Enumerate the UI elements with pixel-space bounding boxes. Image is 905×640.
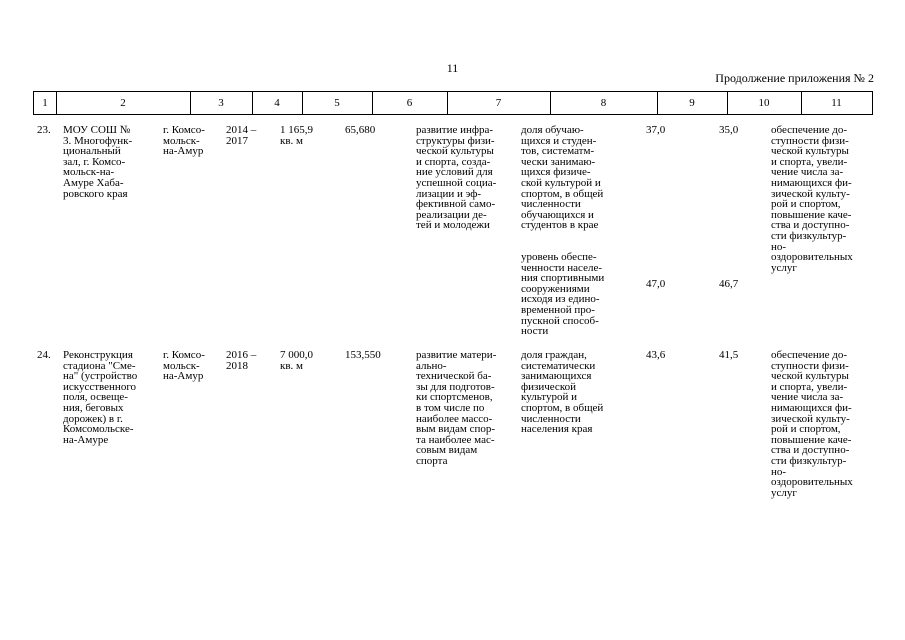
cost: 65,680 <box>345 124 376 136</box>
indicator: доля граждан, систематически занимающихся физической культурой и спортом, в общей численности населения края <box>521 349 604 436</box>
column-header-9: 9 <box>689 97 695 109</box>
indicator: уровень обеспе- ченности населе- ния спортивными сооружениями исходя из едино- временной про- пускной способ- ности <box>521 251 605 338</box>
continuation-caption: Продолжение приложения № 2 <box>715 71 874 85</box>
location: г. Комсо- мольск- на-Амур <box>163 349 205 383</box>
table-header <box>33 91 873 115</box>
indicator-value-10: 41,5 <box>719 349 739 361</box>
column-header-11: 11 <box>831 97 842 109</box>
location: г. Комсо- мольск- на-Амур <box>163 124 205 158</box>
indicator-value-9: 47,0 <box>646 278 666 290</box>
years: 2014 – 2017 <box>226 124 257 147</box>
indicator-value-10: 35,0 <box>719 124 739 136</box>
goal: развитие матери- ально- технической ба- зы для подготов- ки спортсменов, в том числе по наиболее массо- вым видам спор- та наиболее мас- совым видам спорта <box>416 349 497 467</box>
indicator-value-9: 37,0 <box>646 124 666 136</box>
goal: развитие инфра- структуры физи- ческой культуры и спорта, созда- ние условий для успешной социа- лизации и эф- фективной само- реализации де- тей и молодежи <box>416 124 497 232</box>
indicator-value-9: 43,6 <box>646 349 666 361</box>
capacity: 7 000,0 кв. м <box>280 349 313 372</box>
indicator: доля обучаю- щихся и студен- тов, систематм- чески занимаю- щихся физиче- ской культурой и спортом, в общей численности обучающихся и студентов в крае <box>521 124 604 232</box>
years: 2016 – 2018 <box>226 349 257 372</box>
expected-result: обеспечение до- ступности физи- ческой культуры и спорта, увели- чение числа за- нимающихся фи- зической культу- рой и спортом, повышение каче- ства и доступно- сти физкультур- но- оздоровительных услуг <box>771 124 853 274</box>
column-header-4: 4 <box>274 97 280 109</box>
column-header-10: 10 <box>758 97 770 109</box>
column-header-2: 2 <box>120 97 126 109</box>
indicator-value-10: 46,7 <box>719 278 739 290</box>
page-number: 11 <box>446 61 459 75</box>
object-name: Реконструкция стадиона "Сме- на" (устройство искусственного поля, освеще- ния, беговых дорожек) в г. Комсомольске- на-Амуре <box>63 349 138 446</box>
cost: 153,550 <box>345 349 381 361</box>
expected-result: обеспечение до- ступности физи- ческой культуры и спорта, увели- чение числа за- нимающихся фи- зической культу- рой и спортом, повышение каче- ства и доступно- сти физкультур- но- оздоровительных услуг <box>771 349 853 499</box>
row-number: 23. <box>37 124 51 136</box>
column-header-5: 5 <box>334 97 340 109</box>
column-header-8: 8 <box>600 97 607 109</box>
row-number: 24. <box>37 349 51 361</box>
object-name: МОУ СОШ № 3. Многофунк- циональный зал, г. Комсо- мольск-на- Амуре Хаба- ровского края <box>63 124 133 200</box>
column-header-3: 3 <box>218 97 224 109</box>
column-header-1: 1 <box>42 97 48 109</box>
column-header-6: 6 <box>406 97 413 109</box>
column-header-7: 7 <box>495 97 502 109</box>
capacity: 1 165,9 кв. м <box>280 124 313 147</box>
